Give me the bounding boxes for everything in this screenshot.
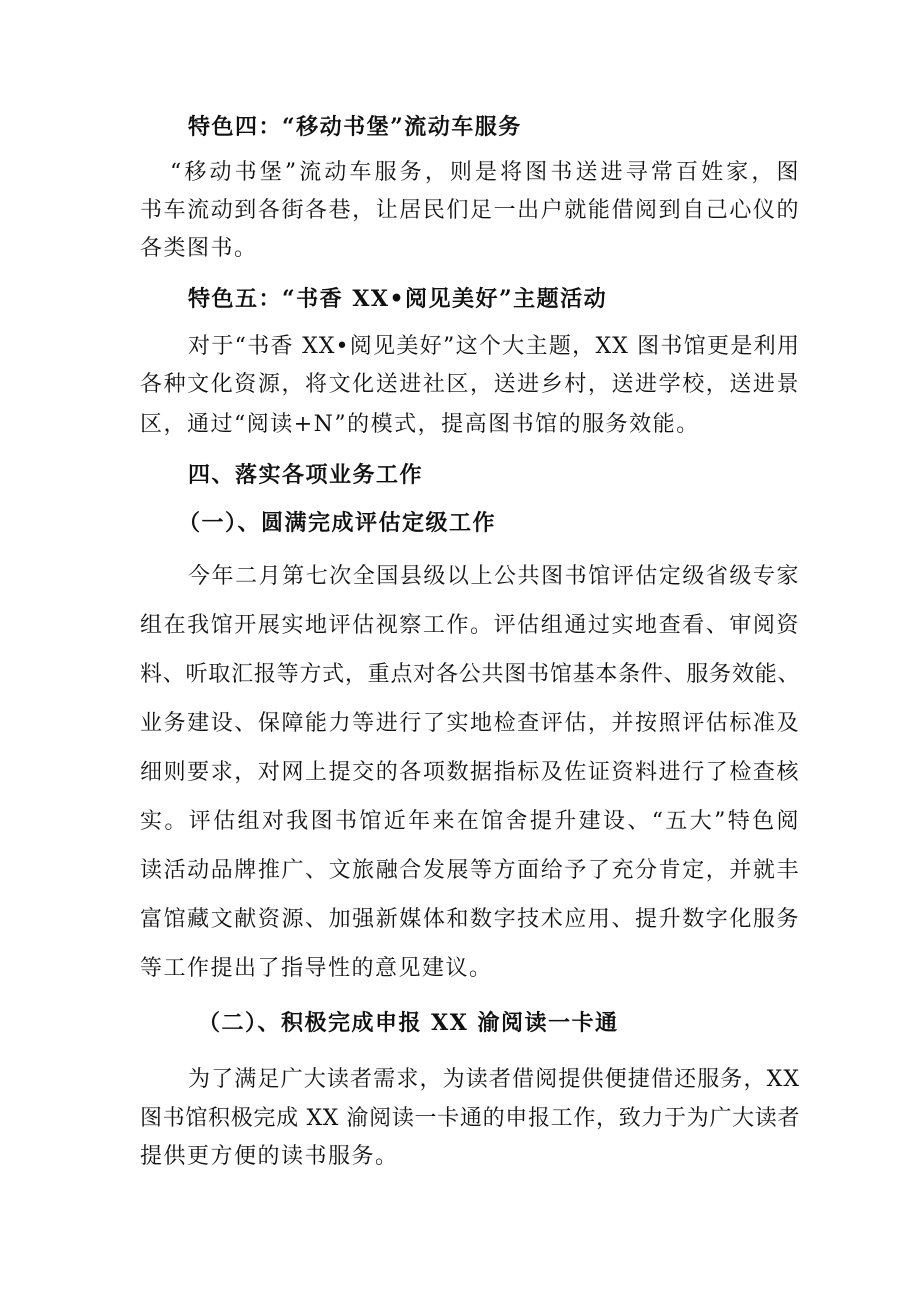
section4-heading: 四、落实各项业务工作	[188, 462, 424, 488]
feature4-line-3: 各类图书。	[140, 236, 258, 261]
feature4-heading: 特色四：“移动书堡”流动车服务	[188, 114, 522, 140]
subsection1-line-7: 读活动品牌推广、文旅融合发展等方面给予了充分肯定，并就丰	[140, 858, 800, 883]
subsection1-line-8: 富馆藏文献资源、加强新媒体和数字技术应用、提升数字化服务	[140, 907, 800, 932]
subsection2-line-2: 图书馆积极完成 XX 渝阅读一卡通的申报工作，致力于为广大读者	[140, 1106, 800, 1131]
feature5-line-3: 区，通过“阅读+N”的模式，提高图书馆的服务效能。	[140, 412, 700, 437]
subsection2-heading: （二）、积极完成申报 XX 渝阅读一卡通	[198, 1010, 619, 1036]
subsection1-line-9: 等工作提出了指导性的意见建议。	[140, 956, 493, 981]
feature5-heading: 特色五：“书香 XX•阅见美好”主题活动	[188, 286, 608, 312]
feature4-line-2: 书车流动到各街各巷，让居民们足一出户就能借阅到自己心仪的	[140, 198, 800, 223]
feature5-line-1: 对于“书香 XX•阅见美好”这个大主题，XX 图书馆更是利用	[188, 334, 800, 359]
subsection1-line-6: 实。评估组对我图书馆近年来在馆舍提升建设、“五大”特色阅	[140, 809, 800, 834]
subsection1-heading: （一）、圆满完成评估定级工作	[178, 510, 497, 536]
subsection1-line-1: 今年二月第七次全国县级以上公共图书馆评估定级省级专家	[188, 564, 800, 589]
feature5-line-2: 各种文化资源，将文化送进社区，送进乡村，送进学校，送进景	[140, 372, 800, 397]
subsection1-line-5: 细则要求，对网上提交的各项数据指标及佐证资料进行了检查核	[140, 760, 800, 785]
subsection1-line-3: 料、听取汇报等方式，重点对各公共图书馆基本条件、服务效能、	[140, 662, 800, 687]
subsection2-line-1: 为了满足广大读者需求，为读者借阅提供便捷借还服务，XX	[188, 1067, 800, 1092]
subsection1-line-2: 组在我馆开展实地评估视察工作。评估组通过实地查看、审阅资	[140, 613, 800, 638]
feature4-line-1: “移动书堡”流动车服务，则是将图书送进寻常百姓家，图	[170, 160, 800, 185]
subsection2-line-3: 提供更方便的读书服务。	[140, 1144, 399, 1169]
subsection1-line-4: 业务建设、保障能力等进行了实地检查评估，并按照评估标准及	[140, 711, 800, 736]
